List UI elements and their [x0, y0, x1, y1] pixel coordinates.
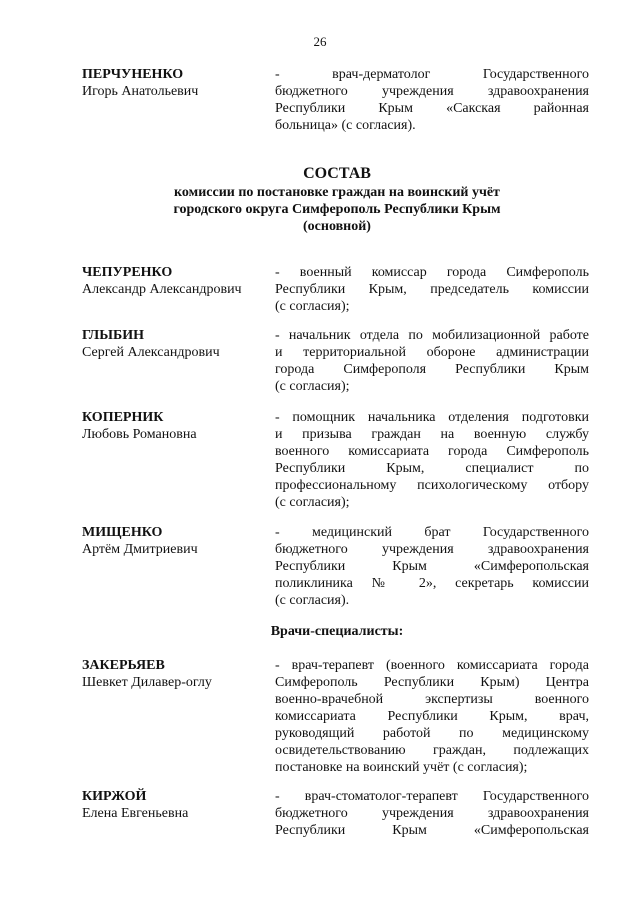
member-name: [82, 66, 272, 100]
section-heading: [82, 165, 592, 235]
role-line: - врач-терапевт (военного комиссариата города: [275, 658, 589, 673]
role-line: Симферополь Республики Крым) Центра: [275, 675, 589, 690]
role-line: бюджетного учреждения здравоохранения: [275, 806, 589, 821]
role-line: военного комиссариата города Симферополь: [275, 444, 589, 459]
role-line: - начальник отдела по мобилизационной работе: [275, 328, 589, 343]
member-surname: ГЛЫБИН: [82, 328, 145, 343]
role-line: - врач-стоматолог-терапевт Государственного: [275, 789, 589, 804]
member-entry-top: [82, 66, 592, 136]
heading-title: СОСТАВ: [303, 165, 371, 182]
heading-line: городского округа Симферополь Республики Крым: [173, 202, 501, 217]
member-name: [82, 657, 272, 691]
role-line: (с согласия);: [275, 495, 350, 510]
role-line: (с согласия).: [275, 593, 350, 608]
specialist-entry: [82, 657, 592, 777]
heading-line: комиссии по постановке граждан на воинский учёт: [174, 185, 500, 200]
role-line: постановке на воинский учёт (с согласия);: [275, 760, 528, 775]
member-surname: ПЕРЧУНЕНКО: [82, 67, 184, 82]
role-line: комиссариата Республики Крым, врач,: [275, 709, 589, 724]
role-line: города Симферополя Республики Крым: [275, 362, 589, 377]
member-given-name: Игорь Анатольевич: [82, 84, 199, 99]
page-number: 26: [313, 34, 327, 49]
member-name: [82, 264, 272, 298]
role-line: военно-врачебной экспертизы военного: [275, 692, 589, 707]
role-line: - военный комиссар города Симферополь: [275, 265, 589, 280]
role-line: и территориальной обороне администрации: [275, 345, 589, 360]
member-entry: [82, 327, 592, 397]
role-line: Республики Крым, председатель комиссии: [275, 282, 589, 297]
role-line: - помощник начальника отделения подготовки: [275, 410, 589, 425]
heading-line: (основной): [303, 219, 371, 234]
member-name: [82, 409, 272, 443]
member-surname: КИРЖОЙ: [82, 789, 147, 804]
member-role: [275, 66, 589, 134]
member-given-name: Сергей Александрович: [82, 345, 220, 360]
member-role: [275, 409, 589, 511]
member-surname: МИЩЕНКО: [82, 525, 163, 540]
member-entry: [82, 524, 592, 612]
role-line: - врач-дерматолог Государственного: [275, 67, 589, 82]
member-name: [82, 524, 272, 558]
role-line: (с согласия);: [275, 299, 350, 314]
role-line: (с согласия);: [275, 379, 350, 394]
member-name: [82, 788, 272, 822]
member-role: [275, 657, 589, 776]
specialist-entry: [82, 788, 592, 842]
member-surname: КОПЕРНИК: [82, 410, 164, 425]
role-line: поликлиника № 2», секретарь комиссии: [275, 576, 589, 591]
specialists-heading: Врачи-специалисты:: [270, 624, 404, 639]
role-line: Республики Крым «Симферопольская: [275, 823, 589, 838]
member-entry: [82, 264, 592, 316]
member-given-name: Артём Дмитриевич: [82, 542, 198, 557]
role-line: Республики Крым «Сакская районная: [275, 101, 589, 116]
role-line: профессиональному психологическому отбору: [275, 478, 589, 493]
member-surname: ЧЕПУРЕНКО: [82, 265, 173, 280]
member-role: [275, 524, 589, 609]
role-line: бюджетного учреждения здравоохранения: [275, 542, 589, 557]
role-line: - медицинский брат Государственного: [275, 525, 589, 540]
role-line: освидетельствованию граждан, подлежащих: [275, 743, 589, 758]
role-line: руководящий работой по медицинскому: [275, 726, 589, 741]
role-line: бюджетного учреждения здравоохранения: [275, 84, 589, 99]
role-line: Республики Крым «Симферопольская: [275, 559, 589, 574]
member-given-name: Шевкет Дилавер-оглу: [82, 675, 212, 690]
member-name: [82, 327, 272, 361]
role-line: и призыва граждан на военную службу: [275, 427, 589, 442]
role-line: Республики Крым, специалист по: [275, 461, 589, 476]
member-surname: ЗАКЕРЬЯЕВ: [82, 658, 165, 673]
member-given-name: Елена Евгеньевна: [82, 806, 189, 821]
member-given-name: Александр Александрович: [82, 282, 242, 297]
member-entry: [82, 409, 592, 513]
member-role: [275, 327, 589, 395]
member-given-name: Любовь Романовна: [82, 427, 197, 442]
role-line: больница» (с согласия).: [275, 118, 416, 133]
member-role: [275, 788, 589, 839]
member-role: [275, 264, 589, 315]
